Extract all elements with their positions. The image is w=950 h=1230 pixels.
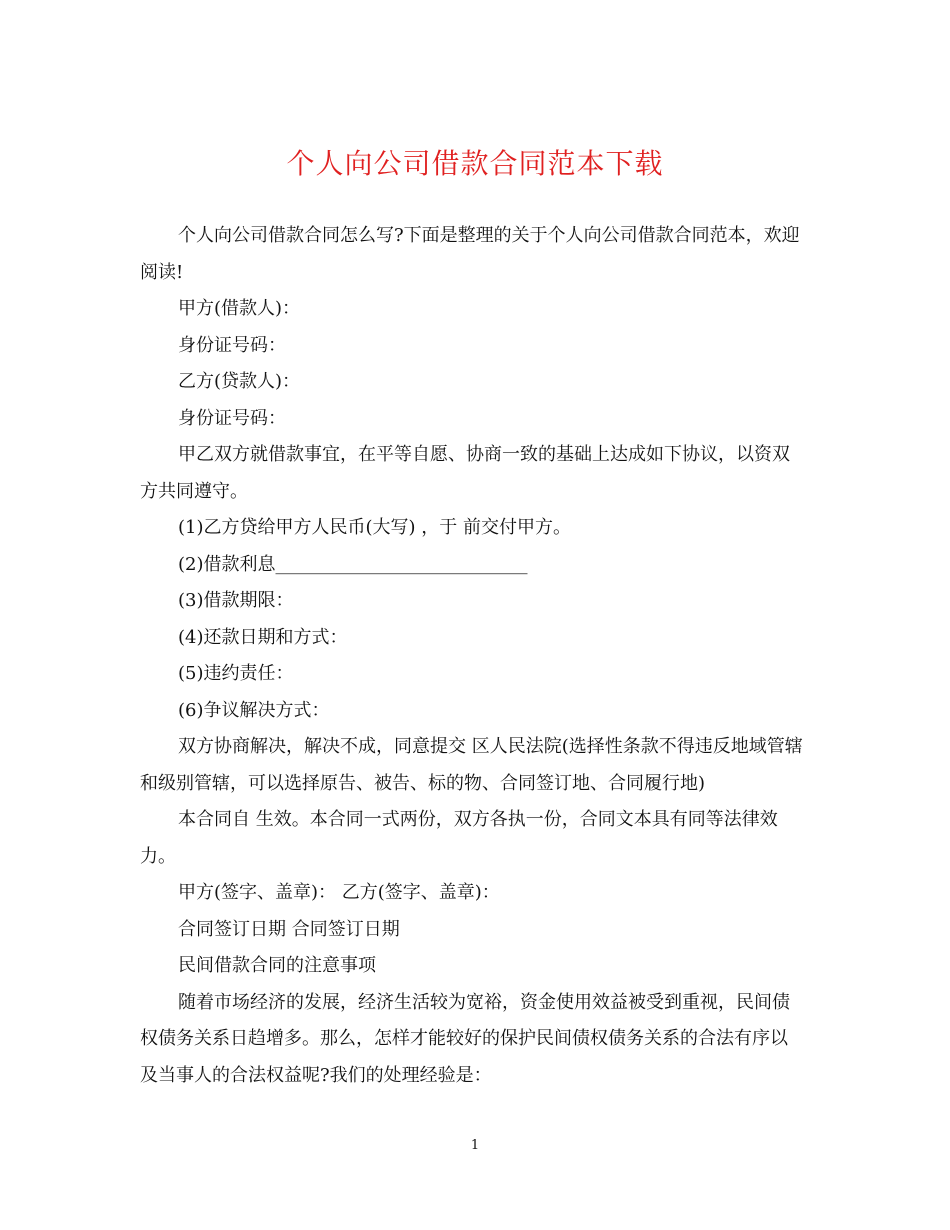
paragraph-effect: 本合同自 生效。本合同一式两份，双方各执一份，合同文本具有同等法律效力。 xyxy=(140,809,778,867)
document-body xyxy=(140,218,804,1094)
paragraph-clause-6: (6)争议解决方式： xyxy=(178,699,330,721)
paragraph-clause-4: (4)还款日期和方式： xyxy=(178,626,348,648)
paragraph-intro: 个人向公司借款合同怎么写?下面是整理的关于个人向公司借款合同范本，欢迎阅读! xyxy=(140,225,800,283)
paragraph-signatures: 甲方(签字、盖章)： 乙方(签字、盖章)： xyxy=(178,882,500,903)
paragraph-sign-dates: 合同签订日期 合同签订日期 xyxy=(178,918,400,940)
page-number: 1 xyxy=(470,1138,480,1153)
paragraph-party-a: 甲方(借款人)： xyxy=(178,298,301,319)
paragraph-notes-body: 随着市场经济的发展，经济生活较为宽裕，资金使用效益被受到重视，民间债权债务关系日趋增多。那么，怎样才能较好的保护民间债权债务关系的合法有序以及当事人的合法权益呢?我们的处理经验是： xyxy=(140,991,790,1086)
document-title: 个人向公司借款合同范本下载 xyxy=(286,147,664,180)
paragraph-dispute: 双方协商解决，解决不成，同意提交 区人民法院(选择性条款不得违反地域管辖和级别管辖，可以选择原告、被告、标的物、合同签订地、合同履行地) xyxy=(140,736,803,794)
paragraph-party-a-id: 身份证号码： xyxy=(178,334,286,356)
paragraph-agreement: 甲乙双方就借款事宜，在平等自愿、协商一致的基础上达成如下协议，以资双方共同遵守。 xyxy=(140,444,790,502)
paragraph-clause-3: (3)借款期限： xyxy=(178,590,294,611)
paragraph-party-b-id: 身份证号码： xyxy=(178,407,286,429)
paragraph-clause-2: (2)借款利息____________________________ xyxy=(178,553,528,575)
paragraph-clause-5: (5)违约责任： xyxy=(178,663,294,684)
paragraph-notes-heading: 民间借款合同的注意事项 xyxy=(178,955,376,976)
paragraph-clause-1: (1)乙方贷给甲方人民币(大写) ，于 前交付甲方。 xyxy=(178,517,571,538)
paragraph-party-b: 乙方(贷款人)： xyxy=(178,371,301,392)
